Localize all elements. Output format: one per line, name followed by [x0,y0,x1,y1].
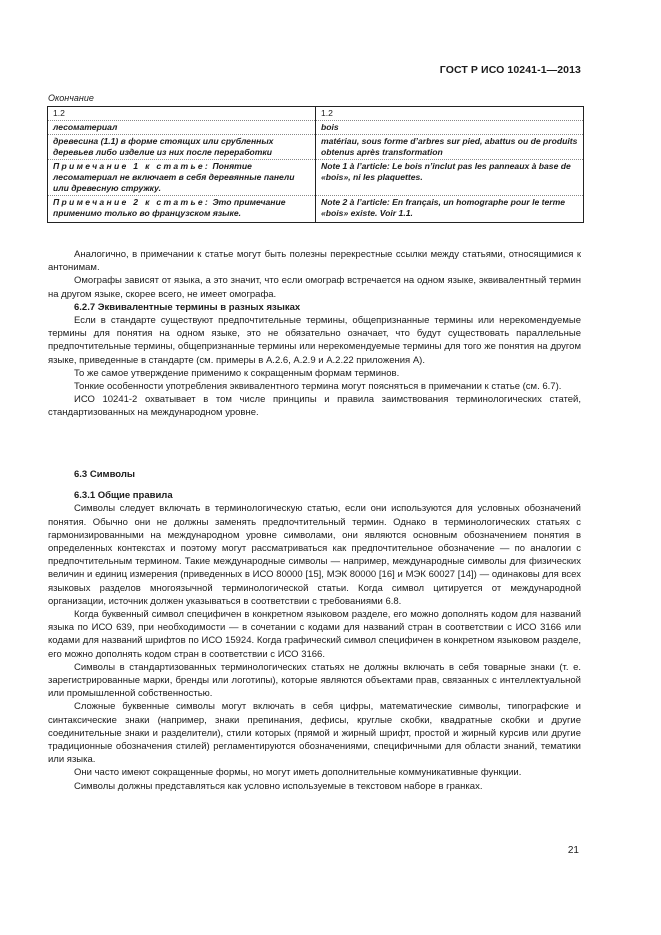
left-note-2-label: Примечание 2 к статье: [53,197,211,207]
section-heading-6-3-1: 6.3.1 Общие правила [74,490,173,502]
left-note-1 [48,160,316,196]
left-entry-number: 1.2 [48,107,316,121]
section-heading-6-3: 6.3 Символы [74,469,136,480]
right-note-1: Note 1 à l’article: Le bois n’inclut pas les panneaux à base de «bois», ni les plaquettes. [316,160,584,196]
paragraph: Символы в стандартизованных терминологических статьях не должны включать в себя товарные знаки (т. е. зарегистрированные марки, бренды или логотипы), которые являются объектами прав, связанных с интеллектуальной или промышленной собственностью. [48,661,581,700]
left-definition: древесина (1.1) в форме стоящих или срубленных деревьев либо изделие из них после переработки [48,135,316,160]
left-term: лесоматериал [48,121,316,135]
body-text-part-1 [48,248,581,420]
section-heading-6-2-7: 6.2.7 Эквивалентные термины в разных языках [74,301,301,313]
left-note-1-text: Понятие лесоматериал не включает в себя деревянные панели или древесную стружку. [53,161,295,193]
right-term: bois [316,121,584,135]
paragraph: Сложные буквенные символы могут включать в себя цифры, математические символы, типографские и синтаксические знаки (например, знаки препинания, дефисы, круглые скобки, квадратные скобки и другие соединительные знаки и разделители), стили которых (прямой и жирный шрифт, простой и жирный курсив или другие традиционные обозначения стилей) регламентируются обозначениями, специфичными для области знаний, тематики или языка. [48,701,581,766]
paragraph: Омографы зависят от языка, а это значит, что если омограф встречается на одном языке, эквивалентный термин на другом языке, скорее всего, не имеет омографа. [48,275,581,300]
paragraph: Аналогично, в примечании к статье могут быть полезны перекрестные ссылки между статьями, относящимися к антонимам. [48,249,581,274]
left-note-2 [48,196,316,223]
right-note-2: Note 2 à l’article: En français, un homographe pour le terme «bois» existe. Voir 1.1. [316,196,584,223]
paragraph: Когда буквенный символ специфичен в конкретном языковом разделе, его можно дополнять кодом для названий языка по ИСО 639, при необходимости — в сочетании с кодами для названий стран в соответствии с ИСО 3166 или кодами для названий шрифтов по ИСО 15924. Когда графический символ специфичен в конкретном языковом разделе, его можно дополнять кодом стран в соответствии с ИСО 3166. [48,609,581,660]
page-number: 21 [567,845,579,856]
document-header: ГОСТ Р ИСО 10241-1—2013 [439,64,581,76]
left-note-2-text: Это примечание применимо только во французском языке. [53,197,286,218]
paragraph: Если в стандарте существуют предпочтительные термины, общепризнанные термины или нерекомендуемые термины для понятия на одном языке, это не обязательно означает, что будут существовать параллельные предпочтительные термины, общепризнанные термины или нерекомендуемые термины для того же понятия на другом языке, приведенные в стандарте (см. примеры в А.2.6, А.2.9 и А.2.22 приложения А). [48,315,581,366]
left-note-1-label: Примечание 1 к статье: [53,161,211,171]
table-continued-label: Окончание [48,93,94,103]
right-entry-number: 1.2 [316,107,584,121]
right-definition: matériau, sous forme d’arbres sur pied, abattus ou de produits obtenus après transformation [316,135,584,160]
paragraph: Символы должны представляться как условно используемые в текстовом наборе в гранках. [74,780,483,792]
body-text-part-2 [48,468,581,793]
paragraph: Тонкие особенности употребления эквивалентного термина могут поясняться в примечании к статье (см. 6.7). [74,381,562,393]
terminology-table [47,106,584,223]
paragraph: ИСО 10241-2 охватывает в том числе принципы и правила заимствования терминологических статей, стандартизованных на международном уровне. [48,394,581,419]
paragraph: То же самое утверждение применимо к сокращенным формам терминов. [74,367,400,379]
paragraph: Символы следует включать в терминологическую статью, если они используются для условных обозначений понятия. Обычно они не должны заменять предпочтительный термин. Однако в терминологических статьях с гармонизированными на международном уровне символами, они являются основным обозначением понятия в определенных контекстах и поэтому могут рассматриваться как предпочтительное обозначение — по аналогии с предпочтительным термином. Такие международные символы — например, международные символы для физических величин и единиц измерения (приведенных в ИСО 80000 [15], МЭК 80000 [16] и МЭК 60027 [14]) — одинаковы для всех языковых разделов многоязычной терминологической статьи. Когда символ цитируется от международной организации, источник должен указываться в соответствии с требованиями 6.8. [48,503,581,607]
paragraph: Они часто имеют сокращенные формы, но могут иметь дополнительные коммуникативные функции. [74,767,522,779]
